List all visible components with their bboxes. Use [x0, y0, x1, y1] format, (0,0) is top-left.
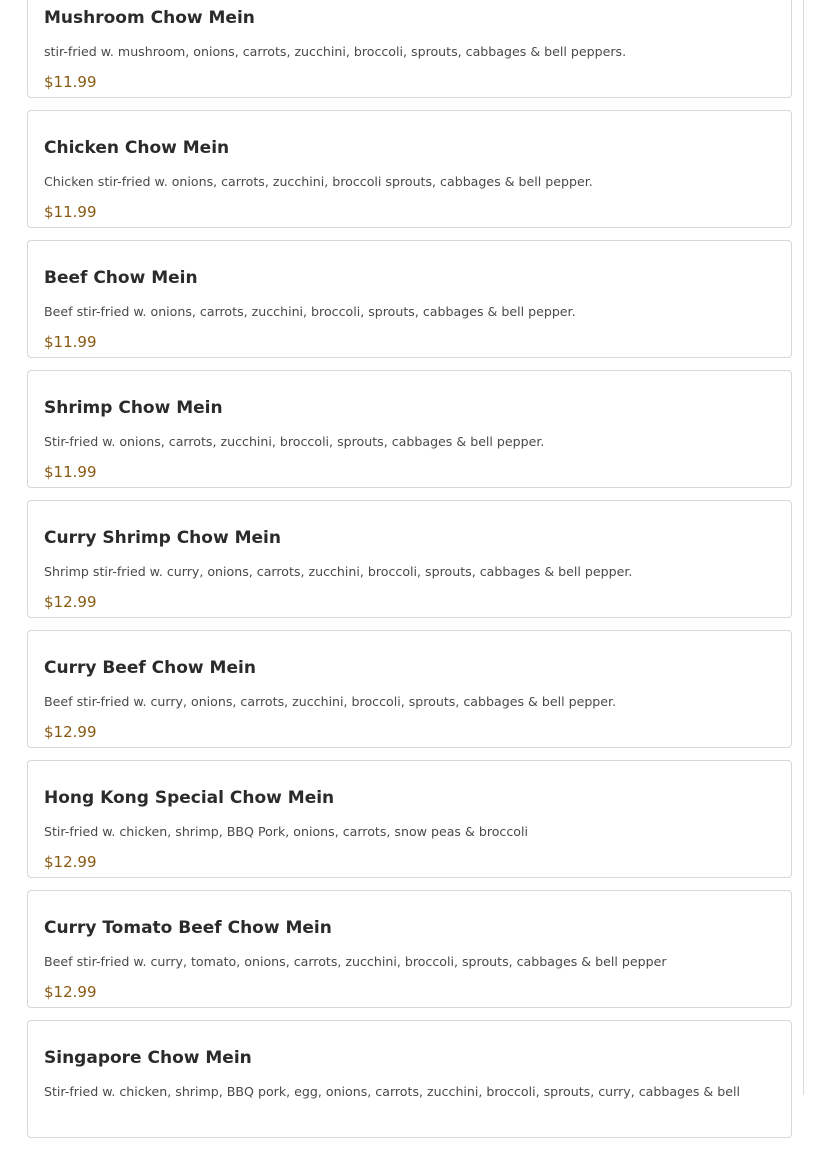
menu-item-description: Stir-fried w. chicken, shrimp, BBQ pork, egg, onions, carrots, zucchini, broccoli, sprouts, curry, cabbages & bell — [44, 1084, 740, 1099]
menu-item-name: Mushroom Chow Mein — [44, 8, 255, 28]
menu-item-card[interactable] — [27, 500, 792, 618]
menu-item-name: Beef Chow Mein — [44, 268, 198, 288]
menu-item-description: Beef stir-fried w. curry, tomato, onions, carrots, zucchini, broccoli, sprouts, cabbages & bell pepper — [44, 954, 667, 969]
menu-item-card[interactable] — [27, 240, 792, 358]
menu-item-card[interactable] — [27, 760, 792, 878]
menu-item-name: Singapore Chow Mein — [44, 1048, 252, 1068]
menu-item-card[interactable] — [27, 1020, 792, 1138]
menu-item-name: Curry Shrimp Chow Mein — [44, 528, 281, 548]
menu-item-card[interactable] — [27, 370, 792, 488]
menu-item-price: $12.99 — [44, 593, 97, 611]
menu-item-price: $12.99 — [44, 983, 97, 1001]
menu-item-name: Hong Kong Special Chow Mein — [44, 788, 335, 808]
menu-item-name: Curry Beef Chow Mein — [44, 658, 256, 678]
menu-item-card[interactable] — [27, 630, 792, 748]
menu-item-description: Beef stir-fried w. onions, carrots, zucchini, broccoli, sprouts, cabbages & bell pepper. — [44, 304, 576, 319]
menu-item-price: $12.99 — [44, 723, 97, 741]
menu-item-card[interactable] — [27, 890, 792, 1008]
menu-item-price: $12.99 — [44, 853, 97, 871]
menu-item-price: $11.99 — [44, 333, 97, 351]
menu-item-name: Shrimp Chow Mein — [44, 398, 223, 418]
menu-item-list — [27, 0, 792, 1150]
menu-item-price: $11.99 — [44, 203, 97, 221]
menu-item-name: Chicken Chow Mein — [44, 138, 230, 158]
menu-item-name: Curry Tomato Beef Chow Mein — [44, 918, 332, 938]
menu-item-price: $11.99 — [44, 73, 97, 91]
menu-item-description: Beef stir-fried w. curry, onions, carrots, zucchini, broccoli, sprouts, cabbages & bell pepper. — [44, 694, 617, 709]
menu-item-description: Stir-fried w. chicken, shrimp, BBQ Pork, onions, carrots, snow peas & broccoli — [44, 824, 528, 839]
menu-item-price: $11.99 — [44, 463, 97, 481]
menu-item-card[interactable] — [27, 110, 792, 228]
menu-item-description: stir-fried w. mushroom, onions, carrots, zucchini, broccoli, sprouts, cabbages & bell peppers. — [44, 44, 627, 59]
menu-item-description: Chicken stir-fried w. onions, carrots, zucchini, broccoli sprouts, cabbages & bell pepper. — [44, 174, 593, 189]
menu-item-card[interactable] — [27, 0, 792, 98]
menu-item-description: Stir-fried w. onions, carrots, zucchini, broccoli, sprouts, cabbages & bell pepper. — [44, 434, 545, 449]
menu-item-description: Shrimp stir-fried w. curry, onions, carrots, zucchini, broccoli, sprouts, cabbages & bell pepper. — [44, 564, 633, 579]
